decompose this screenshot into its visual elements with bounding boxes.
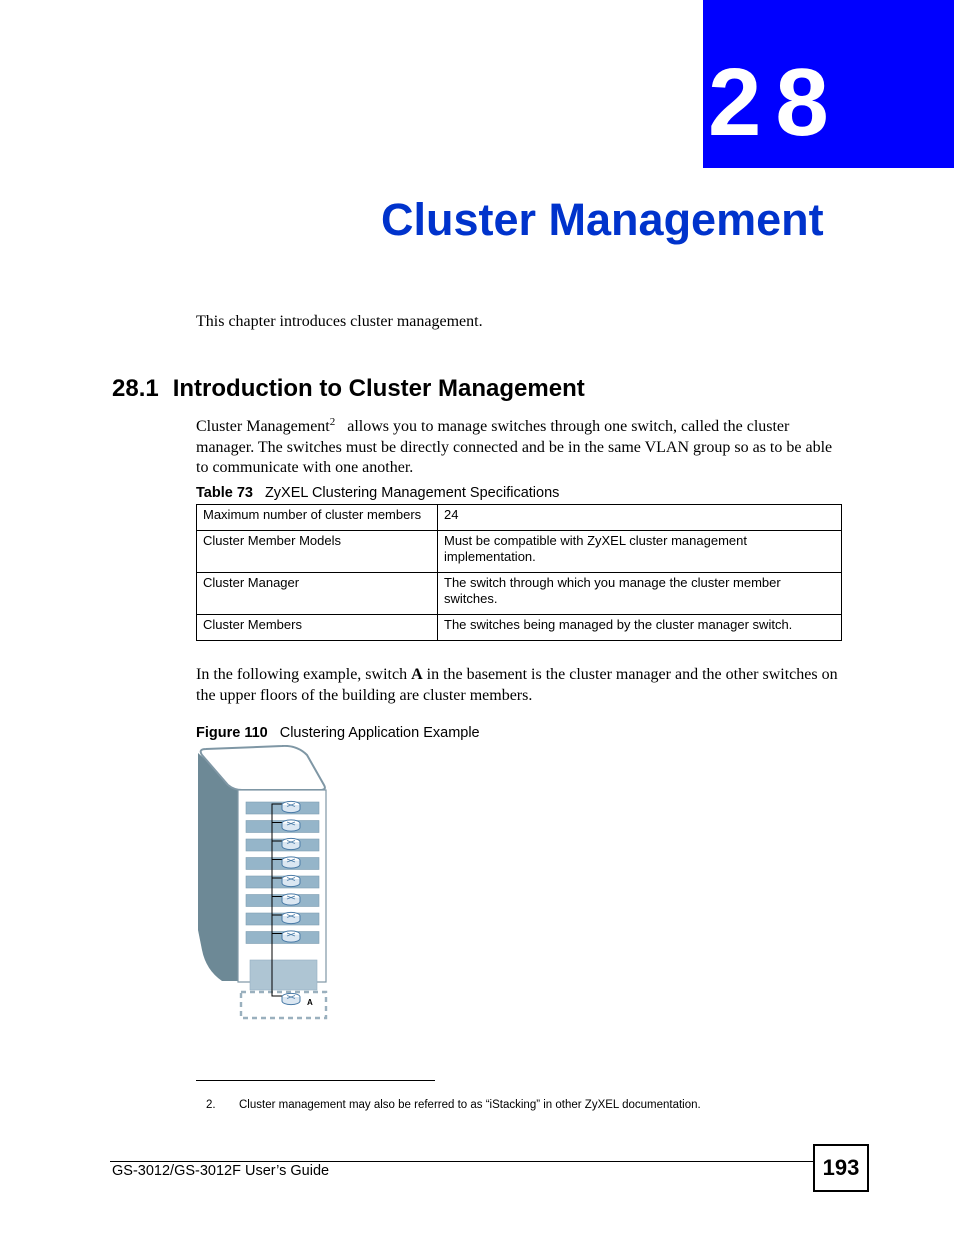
specifications-table bbox=[196, 504, 842, 641]
table-cell-value: Must be compatible with ZyXEL cluster management implementation. bbox=[438, 531, 842, 573]
section-title: Introduction to Cluster Management bbox=[172, 375, 585, 402]
table-cell-value: The switches being managed by the cluster manager switch. bbox=[438, 615, 842, 641]
paragraph-rest: allows you to manage switches through one switch, called the cluster manager. The switches must be directly connected and be in the same VLAN group so as to be able to communicate with one another. bbox=[196, 418, 833, 476]
section-number: 28.1 bbox=[112, 375, 159, 402]
footnote-number: 2. bbox=[206, 1099, 216, 1111]
chapter-title: Cluster Management bbox=[381, 194, 824, 245]
footnote-reference[interactable]: 2 bbox=[329, 416, 336, 428]
table-row bbox=[197, 505, 842, 531]
section-heading bbox=[112, 373, 585, 405]
intro-paragraph: This chapter introduces cluster management. bbox=[196, 313, 483, 330]
table-cell-name: Cluster Manager bbox=[197, 573, 438, 615]
manager-switch-label: A bbox=[307, 998, 313, 1007]
table-row bbox=[197, 573, 842, 615]
table-caption-text: ZyXEL Clustering Management Specifications bbox=[264, 485, 560, 501]
figure-caption bbox=[196, 724, 480, 743]
basement-area bbox=[250, 960, 317, 990]
example-text-before: In the following example, switch bbox=[196, 666, 412, 683]
footnote-text: Cluster management may also be referred to as “iStacking” in other ZyXEL documentation. bbox=[239, 1099, 701, 1111]
footer-guide-title: GS-3012/GS-3012F User’s Guide bbox=[112, 1163, 330, 1179]
table-label: Table 73 bbox=[196, 485, 253, 501]
section-paragraph bbox=[196, 417, 844, 479]
footnote bbox=[206, 1097, 701, 1113]
manager-switch-icon bbox=[282, 993, 300, 1004]
chapter-number: 28 bbox=[708, 49, 843, 156]
table-cell-value: The switch through which you manage the cluster member switches. bbox=[438, 573, 842, 615]
table-caption bbox=[196, 484, 559, 503]
paragraph-start: Cluster Management bbox=[196, 418, 330, 435]
table-cell-name: Maximum number of cluster members bbox=[197, 505, 438, 531]
switch-a-label: A bbox=[411, 666, 423, 683]
footnote-divider bbox=[196, 1080, 435, 1081]
figure-label: Figure 110 bbox=[196, 725, 268, 741]
figure-caption-text: Clustering Application Example bbox=[279, 725, 480, 741]
table-row bbox=[197, 615, 842, 641]
example-text-after: in the basement is the cluster manager and the other switches on the upper floors of the building are cluster members. bbox=[196, 666, 838, 704]
table-row bbox=[197, 531, 842, 573]
table-cell-value: 24 bbox=[438, 505, 842, 531]
table-cell-name: Cluster Members bbox=[197, 615, 438, 641]
table-cell-name: Cluster Member Models bbox=[197, 531, 438, 573]
example-paragraph bbox=[196, 664, 844, 706]
clustering-figure bbox=[196, 745, 330, 1026]
page-number: 193 bbox=[813, 1144, 869, 1192]
building-illustration bbox=[196, 745, 330, 1021]
